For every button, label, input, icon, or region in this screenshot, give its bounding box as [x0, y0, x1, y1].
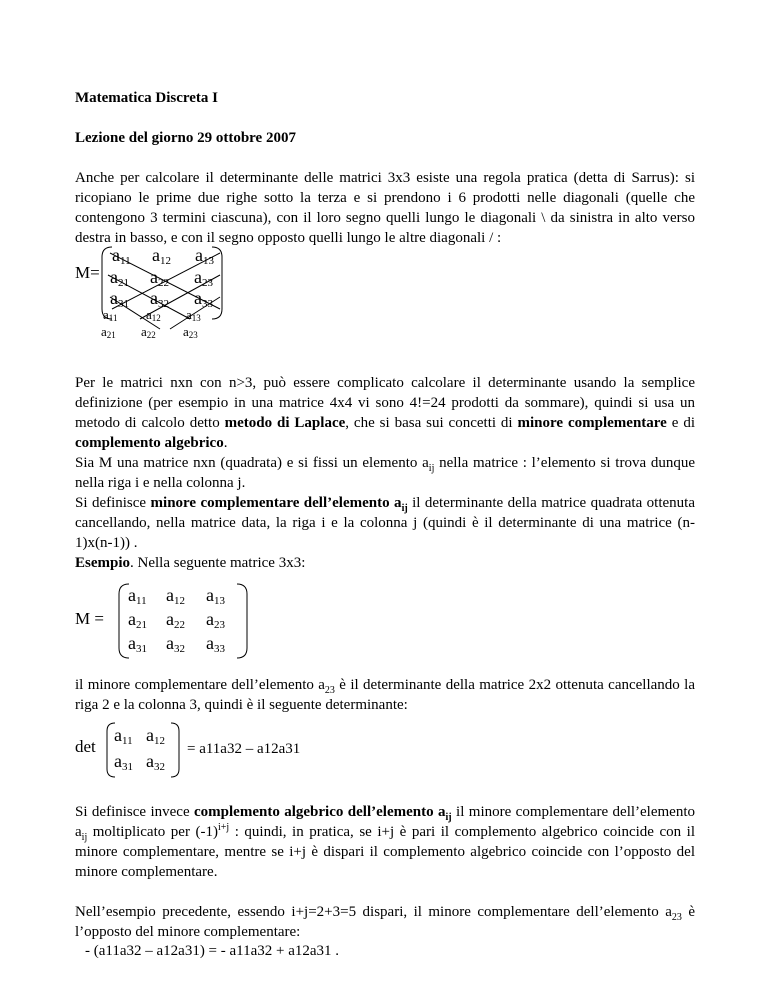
matrix-cell: $a_{23}$ [206, 609, 225, 631]
sarrus-cell: $a_{13}$ [195, 245, 214, 267]
det-label: det [75, 737, 96, 756]
course-title: Matematica Discreta I [75, 90, 218, 106]
example-matrix-label: M = [75, 609, 104, 628]
term-cofactor: complemento algebrico [75, 435, 224, 451]
matrix-cell: $a_{32}$ [166, 633, 185, 655]
matrix-cell: $a_{13}$ [206, 585, 225, 607]
matrix-cell: $a_{33}$ [206, 633, 225, 655]
matrix-cell: $a_{22}$ [166, 609, 185, 631]
sarrus-cell: $a_{33}$ [194, 288, 213, 310]
sarrus-brackets [100, 245, 340, 325]
matrix-cell: $a_{21}$ [128, 609, 147, 631]
minor-example-paragraph: il minore complementare dell’elemento $a_{23}$ è il determinante della matrice 2x2 ottenuta cancellando la riga 2 e la colonna 3, quindi è il seguente determinante: [75, 677, 695, 713]
sarrus-cell: $a_{31}$ [110, 288, 129, 310]
copied-row-cell: $a_{22}$ [141, 324, 156, 340]
term-minor: minore complementare [517, 415, 667, 431]
copied-row-cell: $a_{11}$ [103, 307, 118, 323]
laplace-paragraph: Per le matrici nxn con n>3, può essere complicato calcolare il determinante usando la semplice definizione (per esempio in una matrice 4x4 vi sono 4!=24 prodotti da sommare), quindi si usa un metodo di calcolo detto metodo di Laplace, che si basa sui concetti di minore complementare e di complemento algebrico. [75, 375, 695, 451]
det-cell: $a_{32}$ [146, 751, 165, 773]
matrix-cell: $a_{12}$ [166, 585, 185, 607]
sarrus-cell: $a_{11}$ [112, 245, 131, 267]
det-result: = a11a32 – a12a31 [187, 741, 301, 757]
cofactor-definition-paragraph: Si definisce invece complemento algebrico dell’elemento $a_{ij}$ il minore complementare dell’elemento $a_{ij}$ moltiplicato per $(-1)^{i+j}$ : quindi, in pratica, se i+j è pari il complemento algebrico coincide con il minore complementare, mentre se i+j è dispari il complemento algebrico coincide con l’opposto del minore complementare. [75, 804, 695, 880]
matrix-cell: $a_{11}$ [128, 585, 147, 607]
sarrus-cell: $a_{22}$ [150, 267, 169, 289]
sarrus-cell: $a_{12}$ [152, 245, 171, 267]
final-paragraph: Nell’esempio precedente, essendo i+j=2+3=5 dispari, il minore complementare dell’elemento $a_{23}$ è l’opposto del minore complementare: [75, 904, 695, 940]
sarrus-cell: $a_{32}$ [150, 288, 169, 310]
final-formula: - (a11a32 – a12a31) = - a11a32 + a12a31 . [85, 943, 340, 959]
matrix-cell: $a_{31}$ [128, 633, 147, 655]
minor-definition-paragraph: Sia M una matrice nxn (quadrata) e si fissi un elemento $a_{ij}$ nella matrice : l’elemento si trova dunque nella riga i e nella colonna j. Si definisce minore complementare dell’elemento $a_{ij}$ il determinante della matrice quadrata ottenuta cancellando, nella matrice data, la riga i e la colonna j (quindi è il determinante di una matrice (n-1)x(n-1)) . [75, 455, 696, 551]
copied-row-cell: $a_{23}$ [183, 324, 198, 340]
term-laplace-method: metodo di Laplace [224, 415, 346, 431]
lesson-date: Lezione del giorno 29 ottobre 2007 [75, 130, 296, 146]
det-cell: $a_{11}$ [114, 725, 133, 747]
copied-row-cell: $a_{12}$ [146, 307, 161, 323]
det-cell: $a_{12}$ [146, 725, 165, 747]
copied-row-cell: $a_{13}$ [186, 307, 201, 323]
sarrus-matrix-label: M= [75, 263, 100, 282]
intro-paragraph: Anche per calcolare il determinante delle matrici 3x3 esiste una regola pratica (detta di Sarrus): si ricopiano le prime due righe sotto la terza e si prendono i 6 prodotti nelle diagonali (quelle che contengono 3 termini ciascuna), con il loro segno quelli lungo le diagonali \ da sinistra in alto verso destra in basso, e con il segno opposto quelli lungo le altre diagonali / : [75, 170, 695, 246]
sarrus-cell: $a_{23}$ [194, 267, 213, 289]
copied-row-cell: $a_{21}$ [101, 324, 116, 340]
det-cell: $a_{31}$ [114, 751, 133, 773]
sarrus-cell: $a_{21}$ [110, 267, 129, 289]
example-heading: Esempio. Nella seguente matrice 3x3: [75, 555, 306, 571]
